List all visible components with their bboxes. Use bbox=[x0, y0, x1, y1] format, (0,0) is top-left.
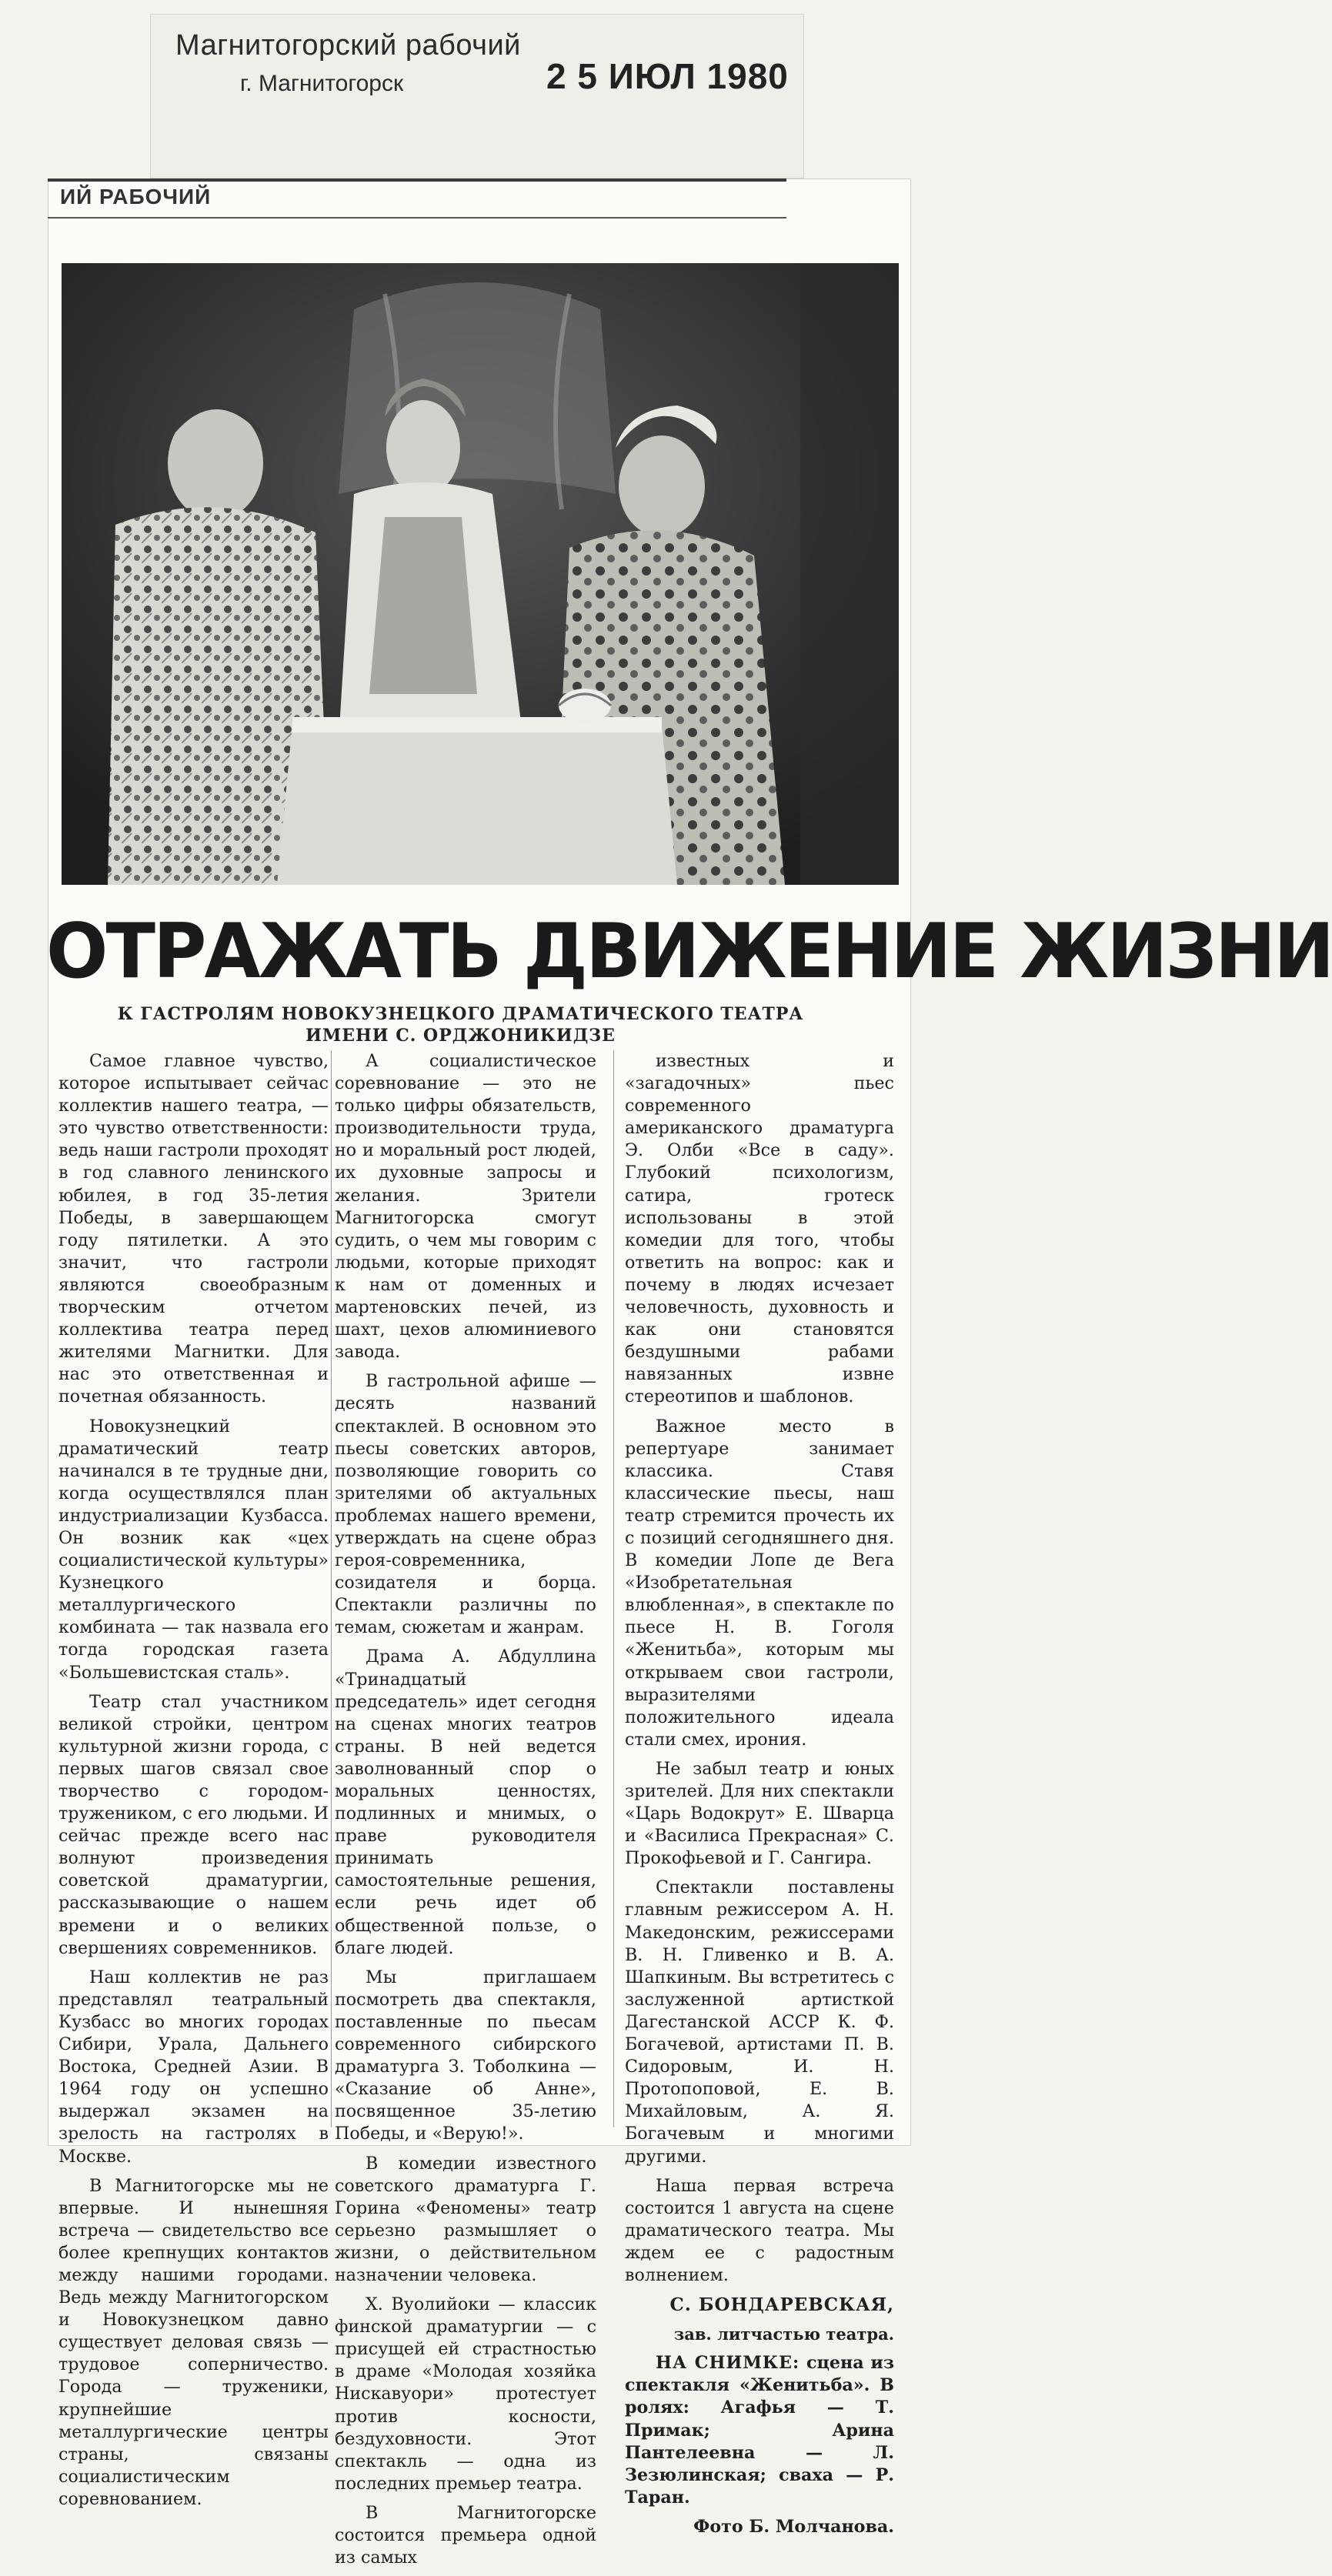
author-role: зав. литчастью театра. bbox=[673, 2324, 894, 2344]
paragraph: А социалистическое соревнование — это не только цифры обязательств, производительности труда, но и моральный рост людей, их духовные запросы и желания. Зрители Магнитогорска смогут судить, о чем мы говорим с людьми, которые приходят к нам от доменных и мартеновских печей, из шахт, цехов алюминиевого завода. bbox=[335, 1051, 596, 1363]
paragraph: Х. Вуолийоки — классик финской драматургии — с присущей ей страстностью в драме «Молодая хозяйка Нискавуори» протестует против косности, бездуховности. Этот спектакль — одна из последних премьер театра. bbox=[335, 2294, 596, 2494]
paragraph: Драма А. Абдуллина «Тринадцатый председатель» идет сегодня на сценах многих театров страны. В ней ведется заволнованный спор о моральных ценностях, подлинных и мнимых, о праве руководителя принимать самостоятельные решения, если речь идет об общественной пользе, о благе людей. bbox=[335, 1647, 596, 1958]
photo-credit: Фото Б. Молчанова. bbox=[693, 2516, 894, 2537]
author-name: С. БОНДАРЕВСКАЯ, bbox=[669, 2294, 894, 2316]
headline: ОТРАЖАТЬ ДВИЖЕНИЕ ЖИЗНИ bbox=[46, 908, 1332, 996]
article-column-1 bbox=[58, 1050, 329, 2518]
caption-head: НА СНИМКЕ: bbox=[656, 2353, 800, 2374]
subhead-line-2: ИМЕНИ С. ОРДЖОНИКИДЗЕ bbox=[305, 1026, 616, 1046]
paragraph: Наша первая встреча состоится 1 августа на сцене драматического театра. Мы ждем ее с радостным волнением. bbox=[625, 2175, 894, 2285]
paragraph: Самое главное чувство, которое испытывает сейчас коллектив нашего театра, — это чувство ответственности: ведь наши гастроли проходят в год славного ленинского юбилея, в год 35-летия Победы, в завершающем году пятилетки. А это значит, что гастроли являются своеобразным творческим отчетом коллектива театра перед жителями Магнитки. Для нас это ответственная и почетная обязанность. bbox=[58, 1051, 329, 1407]
column-rule bbox=[331, 1050, 332, 2127]
caption-text: сцена из спектакля «Женитьба». В ролях: Агафья — Т. Примак; Арина Пантелеевна — Л. Зезюлинская; сваха — Р. Таран. bbox=[625, 2353, 894, 2508]
column-rule bbox=[613, 1050, 614, 2127]
paragraph: Не забыл театр и юных зрителей. Для них спектакли «Царь Водокрут» Е. Шварца и «Василиса Прекрасная» С. Прокофьевой и Г. Сангира. bbox=[625, 1758, 894, 1869]
photo-illustration bbox=[62, 263, 899, 885]
stamp-newspaper-title: Магнитогорский рабочий bbox=[175, 29, 521, 62]
photo-caption bbox=[625, 2352, 894, 2509]
paragraph: Театр стал участником великой стройки, центром культурной жизни города, с первых шагов связал свое творчество с городом-тружеником, с его людьми. И сейчас прежде всего нас волнуют произведения советской драматургии, рассказывающие о нашем времени и о великих свершениях современников. bbox=[58, 1691, 329, 1958]
paragraph: Спектакли поставлены главным режиссером А. Н. Македонским, режиссерами В. Н. Гливенко и В. А. Шапкиным. Вы встретитесь с заслуженной артисткой Дагестанской АССР К. Ф. Богачевой, артистами П. В. Сидоровым, И. Н. Протопоповой, Е. В. Михайловым, А. Я. Богачевым и многими другими. bbox=[625, 1877, 894, 2167]
paragraph: В Магнитогорске состоится премьера одной из самых bbox=[335, 2502, 596, 2568]
paragraph: Новокузнецкий драматический театр начинался в те трудные дни, когда осуществлялся план индустриализации Кузбасса. Он возник как «цех социалистической культуры» Кузнецкого металлургического комбината — так назвала его тогда городская газета «Большевистская сталь». bbox=[58, 1416, 329, 1683]
article-column-2 bbox=[335, 1050, 596, 2576]
paragraph: известных и «загадочных» пьес современного американского драматурга Э. Олби «Все в саду». Глубокий психологизм, сатира, гротеск использованы в этой комедии для того, чтобы ответить на вопрос: как и почему в людях исчезает человечность, духовность и как они становятся бездушными рабами навязанных извне стереотипов и шаблонов. bbox=[625, 1051, 894, 1407]
paragraph: Мы приглашаем посмотреть два спектакля, поставленные по пьесам современного сибирского драматурга З. Тоболкина — «Сказание об Анне», посвященное 35-летию Победы, и «Верую!». bbox=[335, 1967, 596, 2144]
stamp-date: 2 5 ИЮЛ 1980 bbox=[546, 56, 789, 96]
masthead-rule bbox=[48, 179, 786, 182]
subhead-line-1: К ГАСТРОЛЯМ НОВОКУЗНЕЦКОГО ДРАМАТИЧЕСКОГО ТЕАТРА bbox=[117, 1004, 804, 1024]
paragraph: Наш коллектив не раз представлял театральный Кузбасс во многих городах Сибири, Урала, Дальнего Востока, Средней Азии. В 1964 году он успешно выдержал экзамен на зрелость на гастролях в Москве. bbox=[58, 1967, 329, 2167]
paragraph: В гастрольной афише — десять названий спектаклей. В основном это пьесы советских авторов, позволяющие говорить со зрителями об актуальных проблемах нашего времени, утверждать на сцене образ героя-современника, созидателя и борца. Спектакли различны по темам, сюжетам и жанрам. bbox=[335, 1371, 596, 1638]
masthead-fragment: ИЙ РАБОЧИЙ bbox=[60, 185, 212, 209]
paragraph: Важное место в репертуаре занимает классика. Ставя классические пьесы, наш театр стремится прочесть их с позиций сегодняшнего дня. В комедии Лопе де Вега «Изобретательная влюбленная», в спектакле по пьесе Н. В. Гоголя «Женитьба», которым мы открываем свои гастроли, выразителями положительного идеала стали смех, ирония. bbox=[625, 1416, 894, 1750]
paragraph: В Магнитогорске мы не впервые. И нынешняя встреча — свидетельство все более крепнущих контактов между нашими городами. Ведь между Магнитогорском и Новокузнецком давно существует деловая связь — трудовое соперничество. Города — труженики, крупнейшие металлургические центры страны, связаны социалистическим соревнованием. bbox=[58, 2175, 329, 2509]
theater-scene-photo bbox=[62, 263, 899, 885]
article-column-3 bbox=[625, 1050, 894, 2545]
masthead-rule-bottom bbox=[48, 217, 786, 219]
stamp-city: г. Магнитогорск bbox=[240, 71, 404, 96]
paragraph: В комедии известного советского драматурга Г. Горина «Феномены» театр серьезно размышляет о жизни, о действительном назначении человека. bbox=[335, 2153, 596, 2285]
